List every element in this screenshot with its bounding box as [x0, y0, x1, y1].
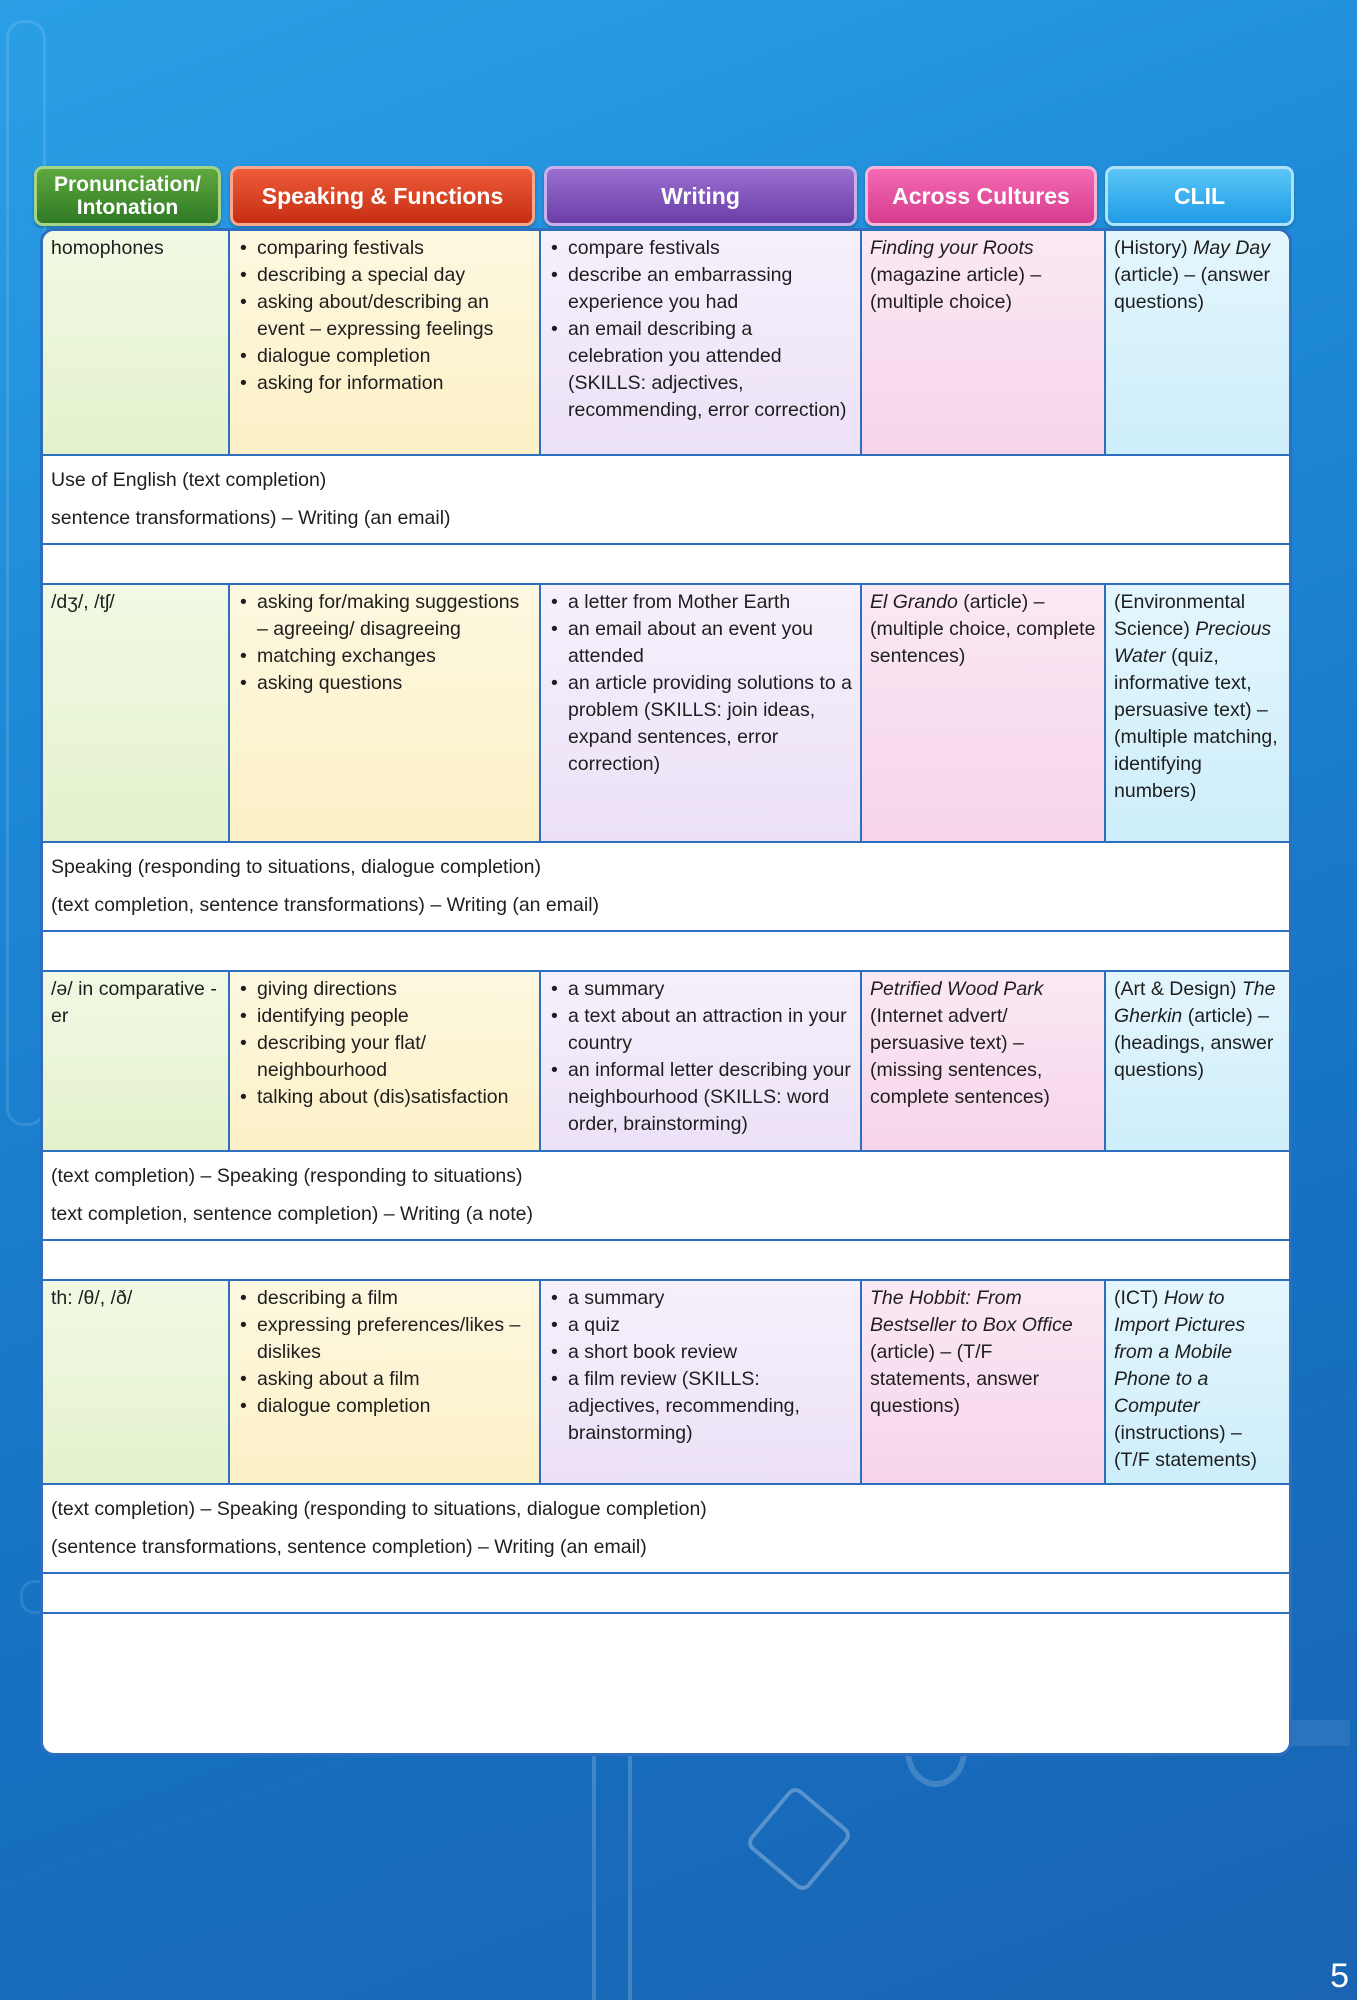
speaking-cell	[230, 1281, 541, 1483]
pronunciation-cell: /ə/ in comparative -er	[43, 972, 230, 1150]
header-writing: Writing	[544, 166, 857, 226]
unit-block	[43, 231, 1289, 585]
writing-list	[549, 1285, 852, 1447]
unit-row	[43, 585, 1289, 841]
clil-details: (instructions) – (T/F statements)	[1114, 1422, 1258, 1471]
list-item: • an email about an event you attended	[549, 616, 852, 670]
list-item: • a letter from Mother Earth	[549, 589, 852, 616]
unit-block	[43, 972, 1289, 1281]
unit-block	[43, 585, 1289, 972]
list-item: • identifying people	[238, 1003, 531, 1030]
list-item: • giving directions	[238, 976, 531, 1003]
reading-title: Finding your Roots	[870, 237, 1034, 259]
header-pronunciation: Pronunciation/ Intonation	[34, 166, 221, 226]
review-line: sentence transformations) – Writing (an email)	[51, 507, 451, 529]
background-decoration	[628, 1755, 632, 2000]
review-strip	[43, 454, 1289, 545]
review-strip	[43, 1483, 1289, 1574]
clil-cell	[1106, 1281, 1289, 1483]
list-item: • a quiz	[549, 1312, 852, 1339]
clil-cell	[1106, 972, 1289, 1150]
list-item: • dialogue completion	[238, 343, 531, 370]
review-line: text completion, sentence completion) – Writing (a note)	[51, 1203, 533, 1225]
reading-details: (Internet advert/ persuasive text) – (missing sentences, complete sentences)	[870, 1005, 1050, 1108]
list-item: • describing a special day	[238, 262, 531, 289]
list-item: • asking for information	[238, 370, 531, 397]
writing-cell	[541, 231, 862, 454]
list-item: • compare festivals	[549, 235, 852, 262]
speaking-cell	[230, 231, 541, 454]
list-item: • describing your flat/ neighbourhood	[238, 1030, 531, 1084]
list-item: • an informal letter describing your neighbourhood (SKILLS: word order, brainstorming)	[549, 1057, 852, 1138]
unit-row	[43, 231, 1289, 454]
writing-cell	[541, 585, 862, 841]
speaking-cell	[230, 972, 541, 1150]
across-cultures-cell	[862, 1281, 1106, 1483]
list-item: • an email describing a celebration you attended (SKILLS: adjectives, recommending, error correction)	[549, 316, 852, 424]
writing-list	[549, 235, 852, 424]
across-cultures-cell	[862, 972, 1106, 1150]
reading-title: Petrified Wood Park	[870, 978, 1044, 1000]
clil-subject: (History)	[1114, 237, 1194, 259]
review-line: (text completion, sentence transformations) – Writing (an email)	[51, 894, 600, 916]
review-line: (text completion) – Speaking (responding to situations, dialogue completion)	[51, 1498, 707, 1520]
unit-row	[43, 1281, 1289, 1483]
background-decoration	[744, 1784, 854, 1894]
pronunciation-cell: th: /θ/, /ð/	[43, 1281, 230, 1483]
writing-cell	[541, 972, 862, 1150]
reading-details: (article) – (T/F statements, answer questions)	[870, 1341, 1040, 1417]
spacer-row	[43, 932, 1289, 972]
pronunciation-cell: /dʒ/, /tʃ/	[43, 585, 230, 841]
list-item: • a short book review	[549, 1339, 852, 1366]
header-speaking-functions: Speaking & Functions	[230, 166, 535, 226]
clil-cell	[1106, 231, 1289, 454]
spacer-row	[43, 545, 1289, 585]
background-decoration	[592, 1755, 596, 2000]
spacer-row	[43, 1574, 1289, 1614]
clil-title: The Gherkin	[1114, 978, 1276, 1027]
speaking-list	[238, 976, 531, 1111]
clil-cell	[1106, 585, 1289, 841]
list-item: • a film review (SKILLS: adjectives, recommending, brainstorming)	[549, 1366, 852, 1447]
review-line: Speaking (responding to situations, dialogue completion)	[51, 856, 541, 878]
speaking-list	[238, 235, 531, 397]
writing-list	[549, 976, 852, 1138]
list-item: • comparing festivals	[238, 235, 531, 262]
list-item: • expressing preferences/likes – dislikes	[238, 1312, 531, 1366]
page-number: 5	[1330, 1957, 1349, 1995]
review-line: (text completion) – Speaking (responding to situations)	[51, 1165, 523, 1187]
clil-title: How to Import Pictures from a Mobile Phone to a Computer	[1114, 1287, 1246, 1417]
list-item: • dialogue completion	[238, 1393, 531, 1420]
review-line: Use of English (text completion)	[51, 469, 327, 491]
column-headers	[34, 166, 1294, 226]
speaking-list	[238, 589, 531, 697]
clil-details: (article) – (answer questions)	[1114, 264, 1271, 313]
list-item: • talking about (dis)satisfaction	[238, 1084, 531, 1111]
clil-title: Precious Water	[1114, 618, 1272, 667]
reading-title: El Grando	[870, 591, 958, 613]
review-strip	[43, 841, 1289, 932]
list-item: • a summary	[549, 976, 852, 1003]
writing-cell	[541, 1281, 862, 1483]
speaking-cell	[230, 585, 541, 841]
clil-subject: (ICT)	[1114, 1287, 1164, 1309]
list-item: • asking questions	[238, 670, 531, 697]
list-item: • describing a film	[238, 1285, 531, 1312]
contents-table	[40, 228, 1292, 1756]
clil-subject: (Art & Design)	[1114, 978, 1242, 1000]
list-item: • a summary	[549, 1285, 852, 1312]
list-item: • an article providing solutions to a problem (SKILLS: join ideas, expand sentences, error correction)	[549, 670, 852, 778]
clil-subject: (Environmental Science)	[1114, 591, 1246, 640]
review-line: (sentence transformations, sentence completion) – Writing (an email)	[51, 1536, 647, 1558]
review-strip	[43, 1150, 1289, 1241]
list-item: • asking for/making suggestions – agreeing/ disagreeing	[238, 589, 531, 643]
list-item: • asking about/describing an event – expressing feelings	[238, 289, 531, 343]
unit-block	[43, 1281, 1289, 1614]
header-clil: CLIL	[1105, 166, 1294, 226]
across-cultures-cell	[862, 231, 1106, 454]
speaking-list	[238, 1285, 531, 1420]
list-item: • asking about a film	[238, 1366, 531, 1393]
reading-details: (magazine article) – (multiple choice)	[870, 264, 1042, 313]
across-cultures-cell	[862, 585, 1106, 841]
reading-title: The Hobbit: From Bestseller to Box Office	[870, 1287, 1073, 1336]
writing-list	[549, 589, 852, 778]
clil-details: (article) – (headings, answer questions)	[1114, 1005, 1274, 1081]
list-item: • a text about an attraction in your country	[549, 1003, 852, 1057]
list-item: • describe an embarrassing experience you had	[549, 262, 852, 316]
header-across-cultures: Across Cultures	[865, 166, 1097, 226]
clil-title: May Day	[1193, 237, 1271, 259]
pronunciation-cell: homophones	[43, 231, 230, 454]
list-item: • matching exchanges	[238, 643, 531, 670]
spacer-row	[43, 1241, 1289, 1281]
reading-details: (article) – (multiple choice, complete sentences)	[870, 591, 1096, 667]
clil-details: (quiz, informative text, persuasive text) – (multiple matching, identifying numbers)	[1114, 645, 1278, 802]
unit-row	[43, 972, 1289, 1150]
